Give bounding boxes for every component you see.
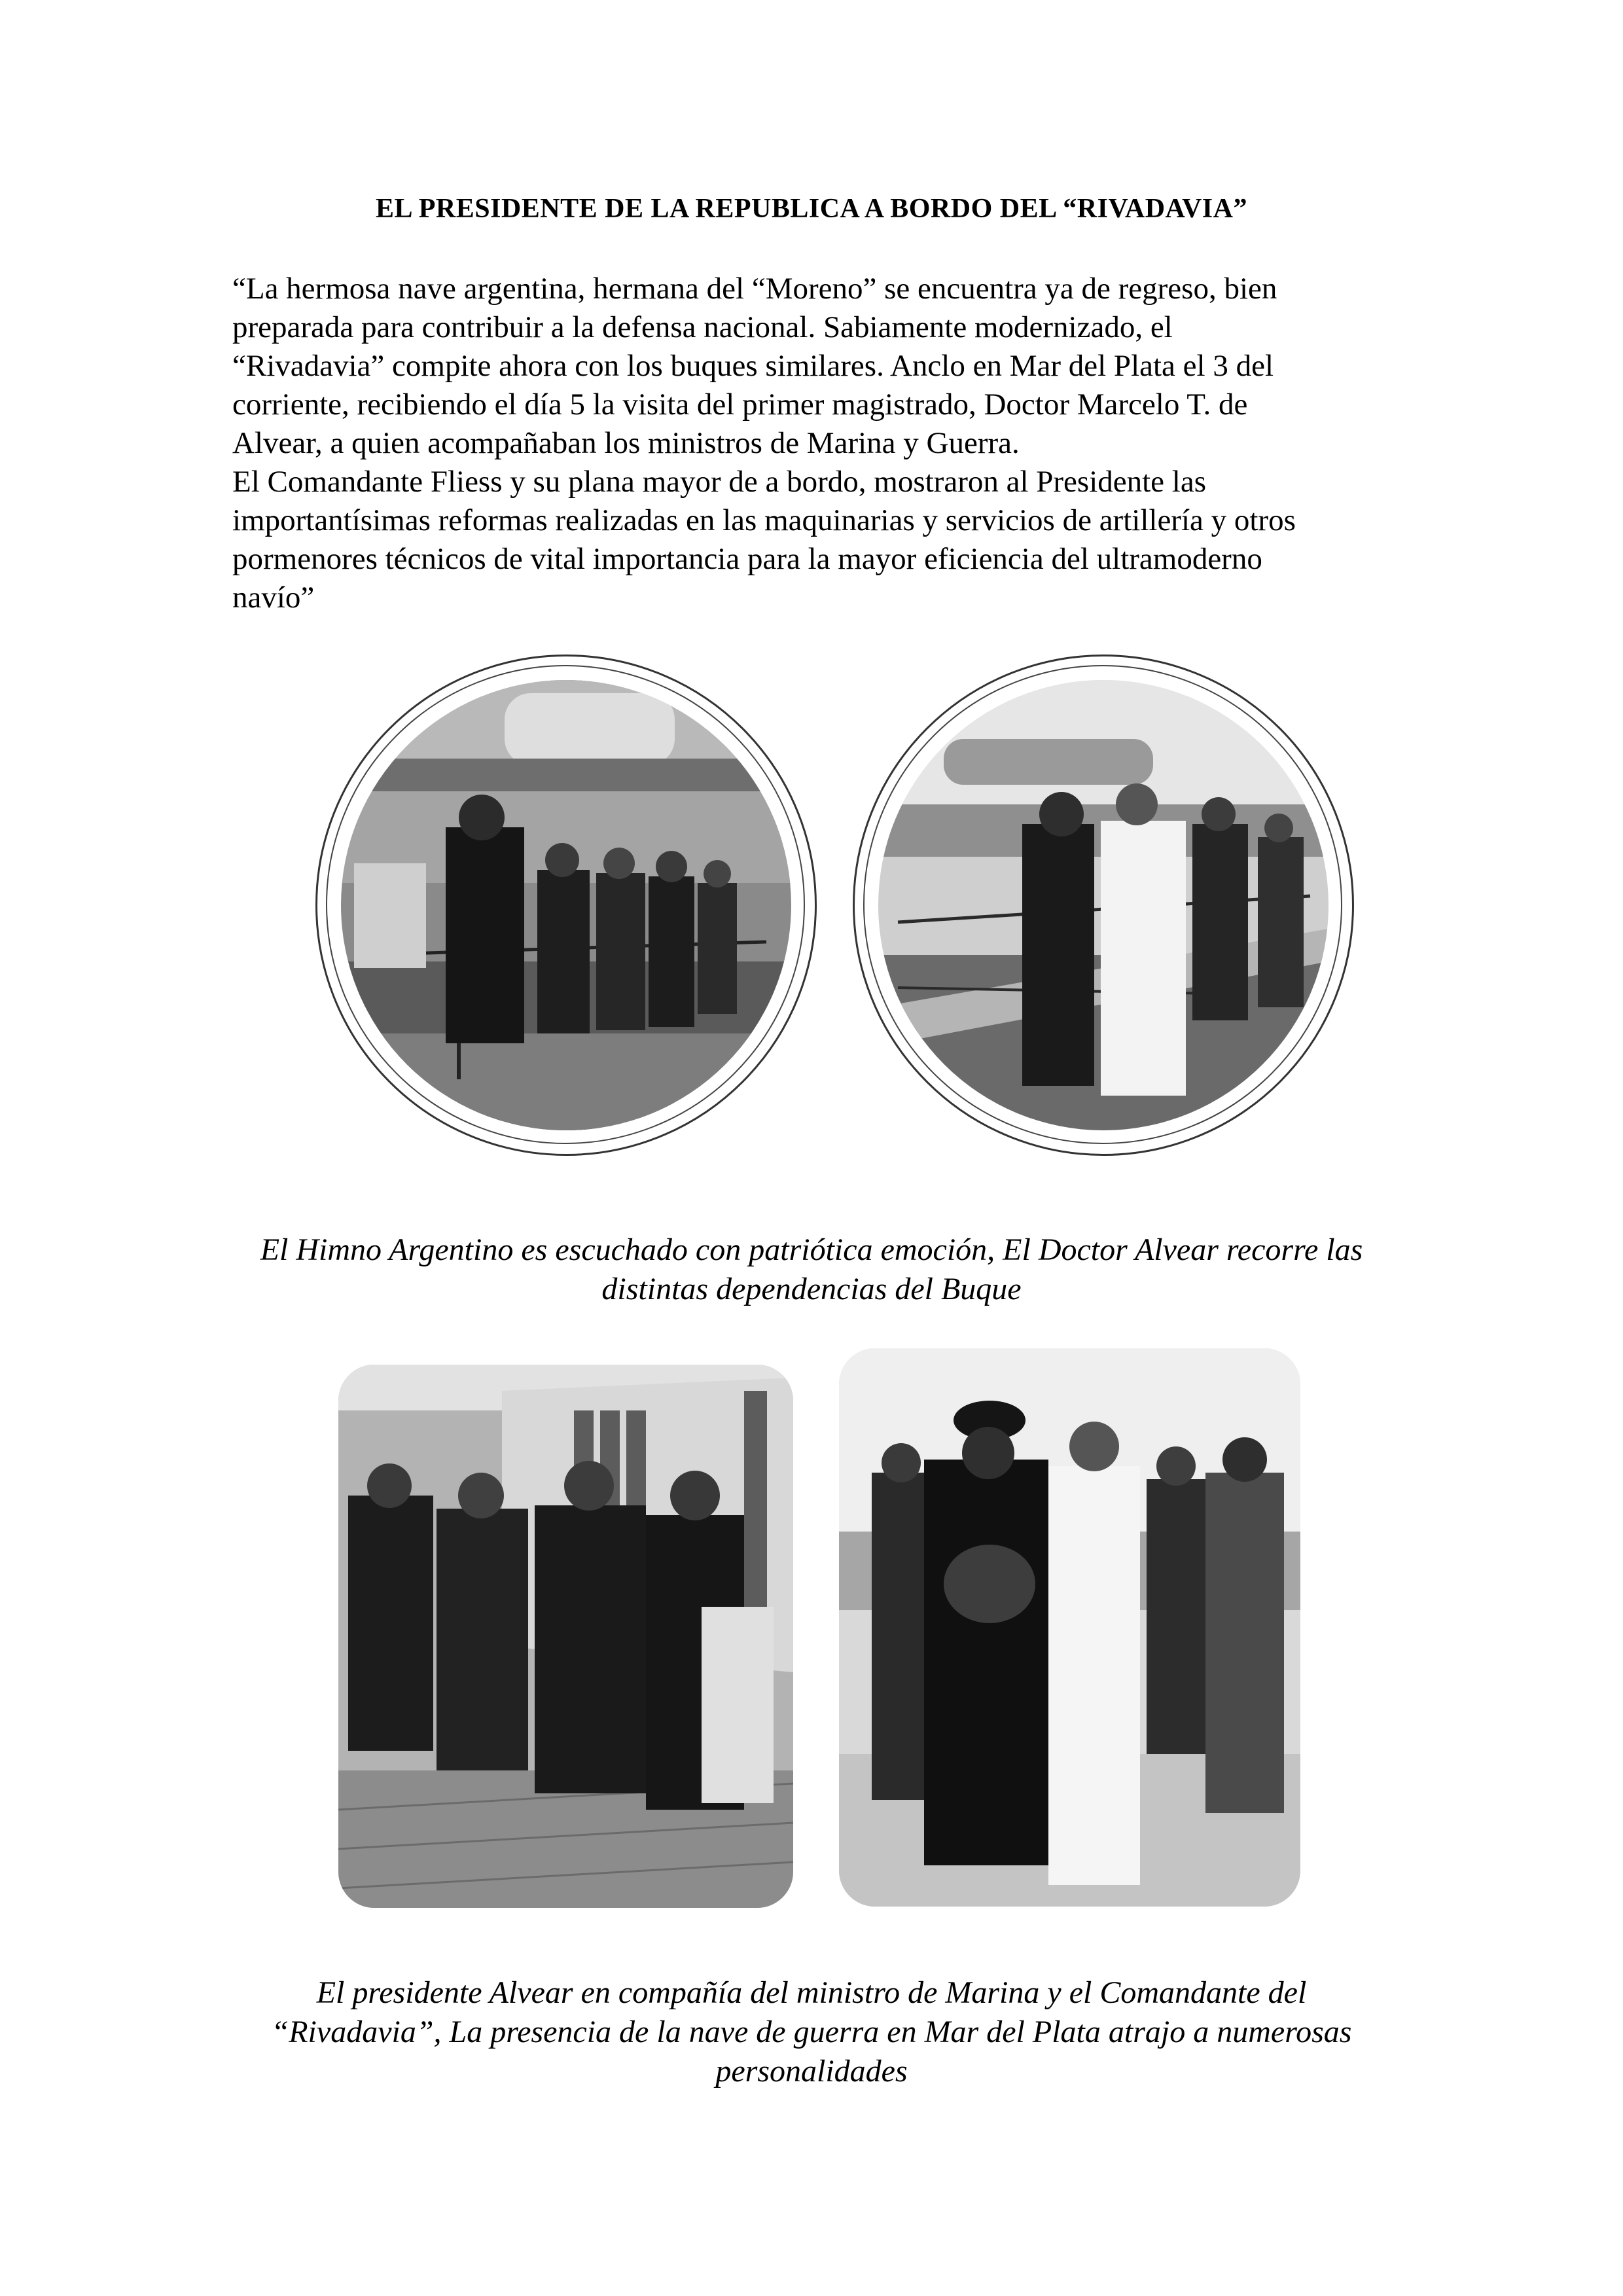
body-line: “La hermosa nave argentina, hermana del “Moreno” se encuentra ya de regreso, bien xyxy=(232,272,1277,306)
caption-circular-photos xyxy=(131,1230,1492,1309)
body-line: importantísimas reformas realizadas en las maquinarias y servicios de artillería y otros xyxy=(232,503,1296,537)
body-line: Alvear, a quien acompañaban los ministros de Marina y Guerra. xyxy=(232,426,1020,460)
caption-line: “Rivadavia”, La presencia de la nave de guerra en Mar del Plata atrajo a numerosas xyxy=(271,2015,1352,2049)
body-line: preparada para contribuir a la defensa nacional. Sabiamente modernizado, el xyxy=(232,310,1173,344)
photo-anthem-on-deck xyxy=(341,680,791,1130)
caption-line: El presidente Alvear en compañía del ministro de Marina y el Comandante del xyxy=(316,1975,1307,2010)
caption-line: distintas dependencias del Buque xyxy=(601,1272,1022,1306)
body-line: pormenores técnicos de vital importancia para la mayor eficiencia del ultramoderno xyxy=(232,542,1262,576)
photo-alvear-visits-ship xyxy=(878,680,1329,1130)
body-line: El Comandante Fliess y su plana mayor de a bordo, mostraron al Presidente las xyxy=(232,465,1207,499)
photo-personalities-gathering xyxy=(839,1348,1300,1907)
body-line: navío” xyxy=(232,581,315,615)
article-body xyxy=(232,270,1410,617)
body-line: “Rivadavia” compite ahora con los buques similares. Anclo en Mar del Plata el 3 del xyxy=(232,349,1274,383)
photo-frame-visit xyxy=(853,655,1354,1156)
photo-frame-anthem xyxy=(315,655,817,1156)
body-line: corriente, recibiendo el día 5 la visita del primer magistrado, Doctor Marcelo T. de xyxy=(232,387,1248,422)
paragraph-2 xyxy=(232,463,1410,617)
paragraph-1 xyxy=(232,270,1410,463)
caption-line: personalidades xyxy=(715,2054,908,2089)
photo-president-with-officers xyxy=(338,1365,793,1908)
caption-line: El Himno Argentino es escuchado con patriótica emoción, El Doctor Alvear recorre las xyxy=(260,1232,1363,1267)
page-title: EL PRESIDENTE DE LA REPUBLICA A BORDO DEL “RIVADAVIA” xyxy=(376,194,1247,224)
caption-rectangular-photos xyxy=(131,1973,1492,2091)
